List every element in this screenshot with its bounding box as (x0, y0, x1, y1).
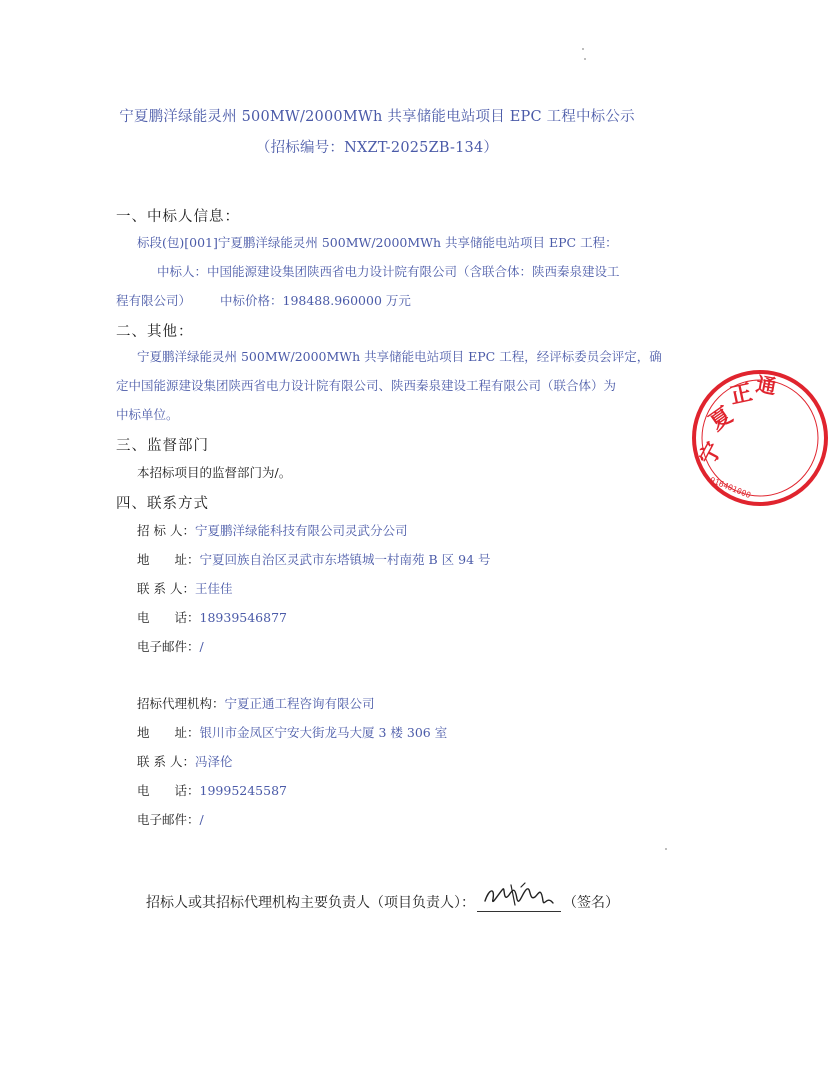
signature-label: 招标人或其招标代理机构主要负责人（项目负责人）： (146, 895, 475, 911)
contact-key: 电 话： (137, 610, 200, 625)
svg-text:916401000: 916401000 (708, 475, 753, 501)
company-seal (690, 368, 830, 508)
scan-speck (584, 58, 586, 60)
contact-key: 地 址： (137, 725, 200, 740)
contact-row (137, 781, 287, 799)
document-title: 宁夏鹏洋绿能灵州 500MW/2000MWh 共享储能电站项目 EPC 工程中标公示 (119, 109, 635, 125)
contact-row (137, 810, 204, 828)
winning-price: 中标价格：198488.960000 万元 (220, 293, 411, 308)
winner-line-cont: 程有限公司） (116, 293, 192, 308)
contact-value: 宁夏鹏洋绿能科技有限公司灵武分公司 (194, 523, 408, 538)
contact-key: 电子邮件： (137, 812, 200, 827)
contact-value: / (199, 812, 204, 827)
contact-row (137, 752, 232, 770)
scan-speck (582, 48, 584, 50)
contact-row (137, 608, 287, 626)
handwritten-signature (477, 893, 561, 912)
signature-line (146, 892, 619, 912)
section-heading-supervision: 三、监督部门 (116, 438, 209, 454)
contact-key: 联 系 人： (137, 581, 195, 596)
svg-text:宁: 宁 (695, 438, 728, 470)
supervision-text: 本招标项目的监督部门为/。 (137, 465, 292, 480)
contact-key: 招 标 人： (137, 523, 195, 538)
contact-row (137, 694, 375, 712)
contact-value: 冯泽伦 (194, 754, 233, 769)
contact-row (137, 637, 204, 655)
contact-value: 宁夏回族自治区灵武市东塔镇城一村南苑 B 区 94 号 (199, 552, 491, 567)
contact-row (137, 579, 232, 597)
signature-suffix: （签名） (563, 895, 619, 911)
scan-speck (665, 848, 667, 850)
other-para-line2: 定中国能源建设集团陕西省电力设计院有限公司、陕西秦泉建设工程有限公司（联合体）为 (116, 378, 617, 393)
bid-section-line: 标段(包)[001]宁夏鹏洋绿能灵州 500MW/2000MWh 共享储能电站项目 EPC 工程： (137, 235, 618, 250)
svg-text:夏: 夏 (705, 402, 738, 437)
contact-row (137, 550, 491, 568)
other-para-line1: 宁夏鹏洋绿能灵州 500MW/2000MWh 共享储能电站项目 EPC 工程，经评标委员会评定，确 (137, 349, 662, 364)
contact-value: 18939546877 (199, 610, 287, 625)
contact-key: 联 系 人： (137, 754, 195, 769)
tender-number: （招标编号：NXZT-2025ZB-134） (255, 140, 499, 156)
contact-key: 地 址： (137, 552, 200, 567)
contact-key: 招标代理机构： (137, 696, 225, 711)
contact-row (137, 521, 407, 539)
contact-value: 银川市金凤区宁安大街龙马大厦 3 楼 306 室 (199, 725, 448, 740)
section-heading-other: 二、其他： (116, 324, 194, 340)
contact-value: 王佳佳 (194, 581, 233, 596)
contact-key: 电子邮件： (137, 639, 200, 654)
contact-value: / (199, 639, 204, 654)
svg-text:通: 通 (754, 371, 779, 399)
winner-line: 中标人：中国能源建设集团陕西省电力设计院有限公司（含联合体：陕西秦泉建设工 (157, 264, 620, 279)
section-heading-winner: 一、中标人信息： (116, 209, 240, 225)
contact-value: 19995245587 (199, 783, 287, 798)
contact-value: 宁夏正通工程咨询有限公司 (224, 696, 375, 711)
svg-text:正: 正 (727, 380, 755, 410)
section-heading-contact: 四、联系方式 (116, 496, 209, 512)
contact-key: 电 话： (137, 783, 200, 798)
other-para-line3: 中标单位。 (116, 407, 179, 422)
contact-row (137, 723, 447, 741)
